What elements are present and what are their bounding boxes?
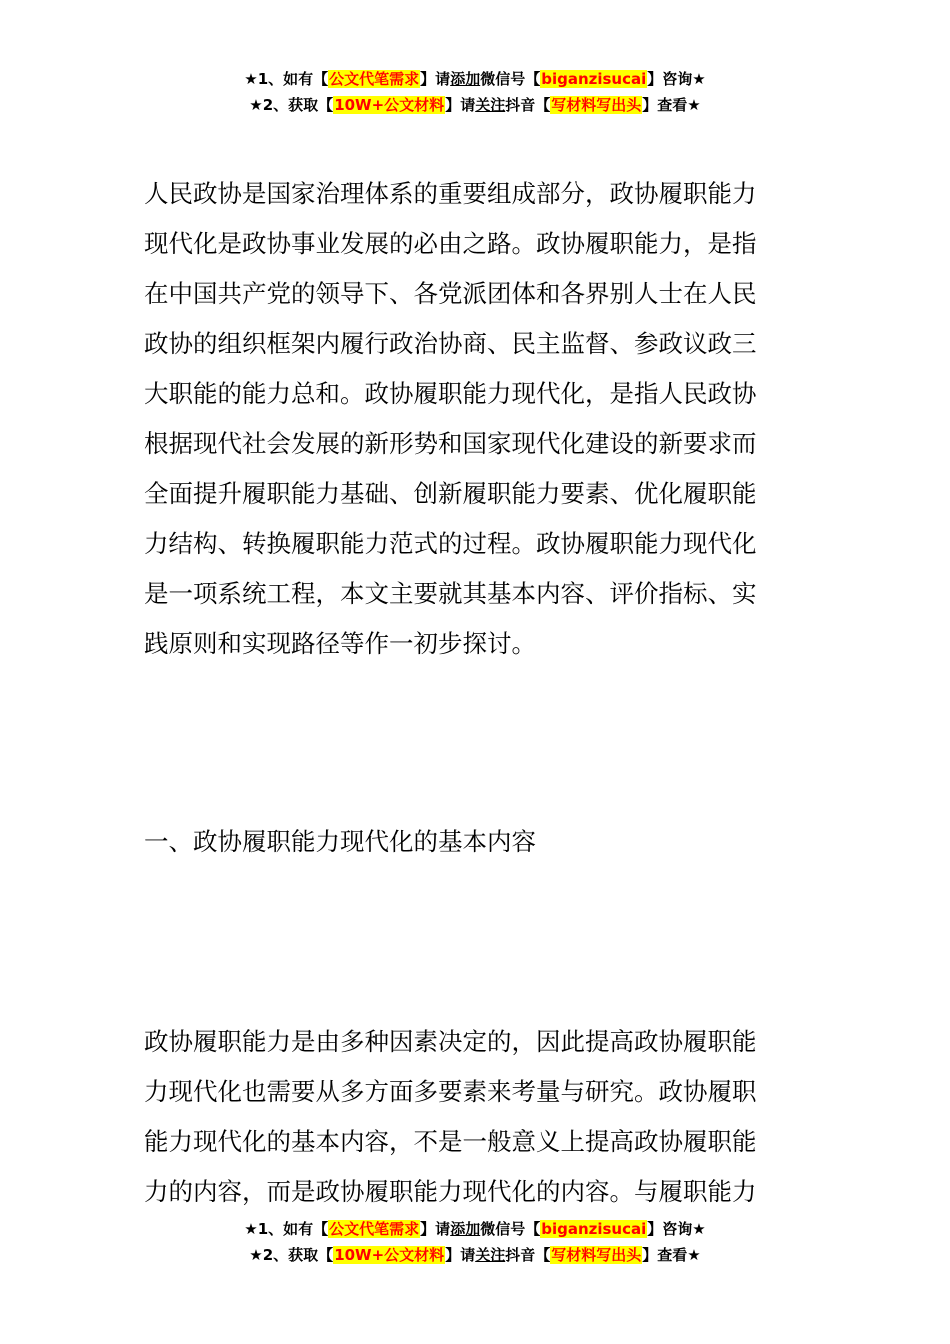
banner-line-2 — [0, 92, 950, 118]
text-line: 现代化是政协事业发展的必由之路。政协履职能力，是指 — [144, 229, 757, 258]
banner-line-1 — [0, 1216, 950, 1242]
banner-text: 微信号【 — [480, 1220, 541, 1238]
banner-underline: 关注 — [475, 1246, 506, 1264]
text-line: 大职能的能力总和。政协履职能力现代化，是指人民政协 — [144, 379, 757, 408]
banner-text: 抖音【 — [505, 96, 551, 114]
banner-underline: 添加 — [450, 1220, 481, 1238]
text-line: 政协履职能力是由多种因素决定的，因此提高政协履职能 — [144, 1027, 757, 1056]
text-line: 践原则和实现路径等作一初步探讨。 — [144, 629, 536, 658]
banner-text: 】请 — [445, 96, 476, 114]
text-line: 根据现代社会发展的新形势和国家现代化建设的新要求而 — [144, 429, 757, 458]
banner-text: 】咨询★ — [647, 1220, 706, 1238]
paragraph-section-1 — [144, 1017, 809, 1217]
banner-text: 】请 — [420, 70, 451, 88]
bottom-banner — [0, 1216, 950, 1268]
banner-text: 抖音【 — [505, 1246, 551, 1264]
text-line: 全面提升履职能力基础、创新履职能力要素、优化履职能 — [144, 479, 757, 508]
banner-text: ★1、如有【 — [244, 1220, 329, 1238]
banner-text: ★1、如有【 — [244, 70, 329, 88]
banner-underline: 关注 — [475, 96, 506, 114]
section-heading — [144, 817, 809, 867]
banner-highlight: 写材料写出头 — [551, 1246, 642, 1264]
text-line: 政协的组织框架内履行政治协商、民主监督、参政议政三 — [144, 329, 757, 358]
banner-text: 】请 — [445, 1246, 476, 1264]
text-line: 力现代化也需要从多方面多要素来考量与研究。政协履职 — [144, 1077, 757, 1106]
banner-text: ★2、获取【 — [249, 1246, 334, 1264]
banner-highlight: 10W+公文材料 — [334, 96, 445, 114]
banner-highlight: 写材料写出头 — [551, 96, 642, 114]
text-line: 是一项系统工程，本文主要就其基本内容、评价指标、实 — [144, 579, 757, 608]
banner-line-2 — [0, 1242, 950, 1268]
banner-text: ★2、获取【 — [249, 96, 334, 114]
text-line: 在中国共产党的领导下、各党派团体和各界别人士在人民 — [144, 279, 757, 308]
banner-text: 】查看★ — [642, 96, 701, 114]
banner-highlight: 10W+公文材料 — [334, 1246, 445, 1264]
paragraph-intro — [144, 169, 809, 669]
banner-highlight: 公文代笔需求 — [329, 1220, 420, 1238]
text-line: 力结构、转换履职能力范式的过程。政协履职能力现代化 — [144, 529, 757, 558]
banner-text: 】咨询★ — [647, 70, 706, 88]
banner-underline: 添加 — [450, 70, 481, 88]
banner-highlight: biganzisucai — [541, 1220, 647, 1238]
banner-highlight: 公文代笔需求 — [329, 70, 420, 88]
top-banner — [0, 66, 950, 118]
text-line: 人民政协是国家治理体系的重要组成部分，政协履职能力 — [144, 179, 757, 208]
text-line: 力的内容，而是政协履职能力现代化的内容。与履职能力 — [144, 1177, 757, 1206]
banner-highlight: biganzisucai — [541, 70, 647, 88]
heading-text: 一、政协履职能力现代化的基本内容 — [144, 827, 536, 856]
banner-text: 】请 — [420, 1220, 451, 1238]
banner-text: 微信号【 — [480, 70, 541, 88]
text-line: 能力现代化的基本内容，不是一般意义上提高政协履职能 — [144, 1127, 757, 1156]
banner-line-1 — [0, 66, 950, 92]
banner-text: 】查看★ — [642, 1246, 701, 1264]
